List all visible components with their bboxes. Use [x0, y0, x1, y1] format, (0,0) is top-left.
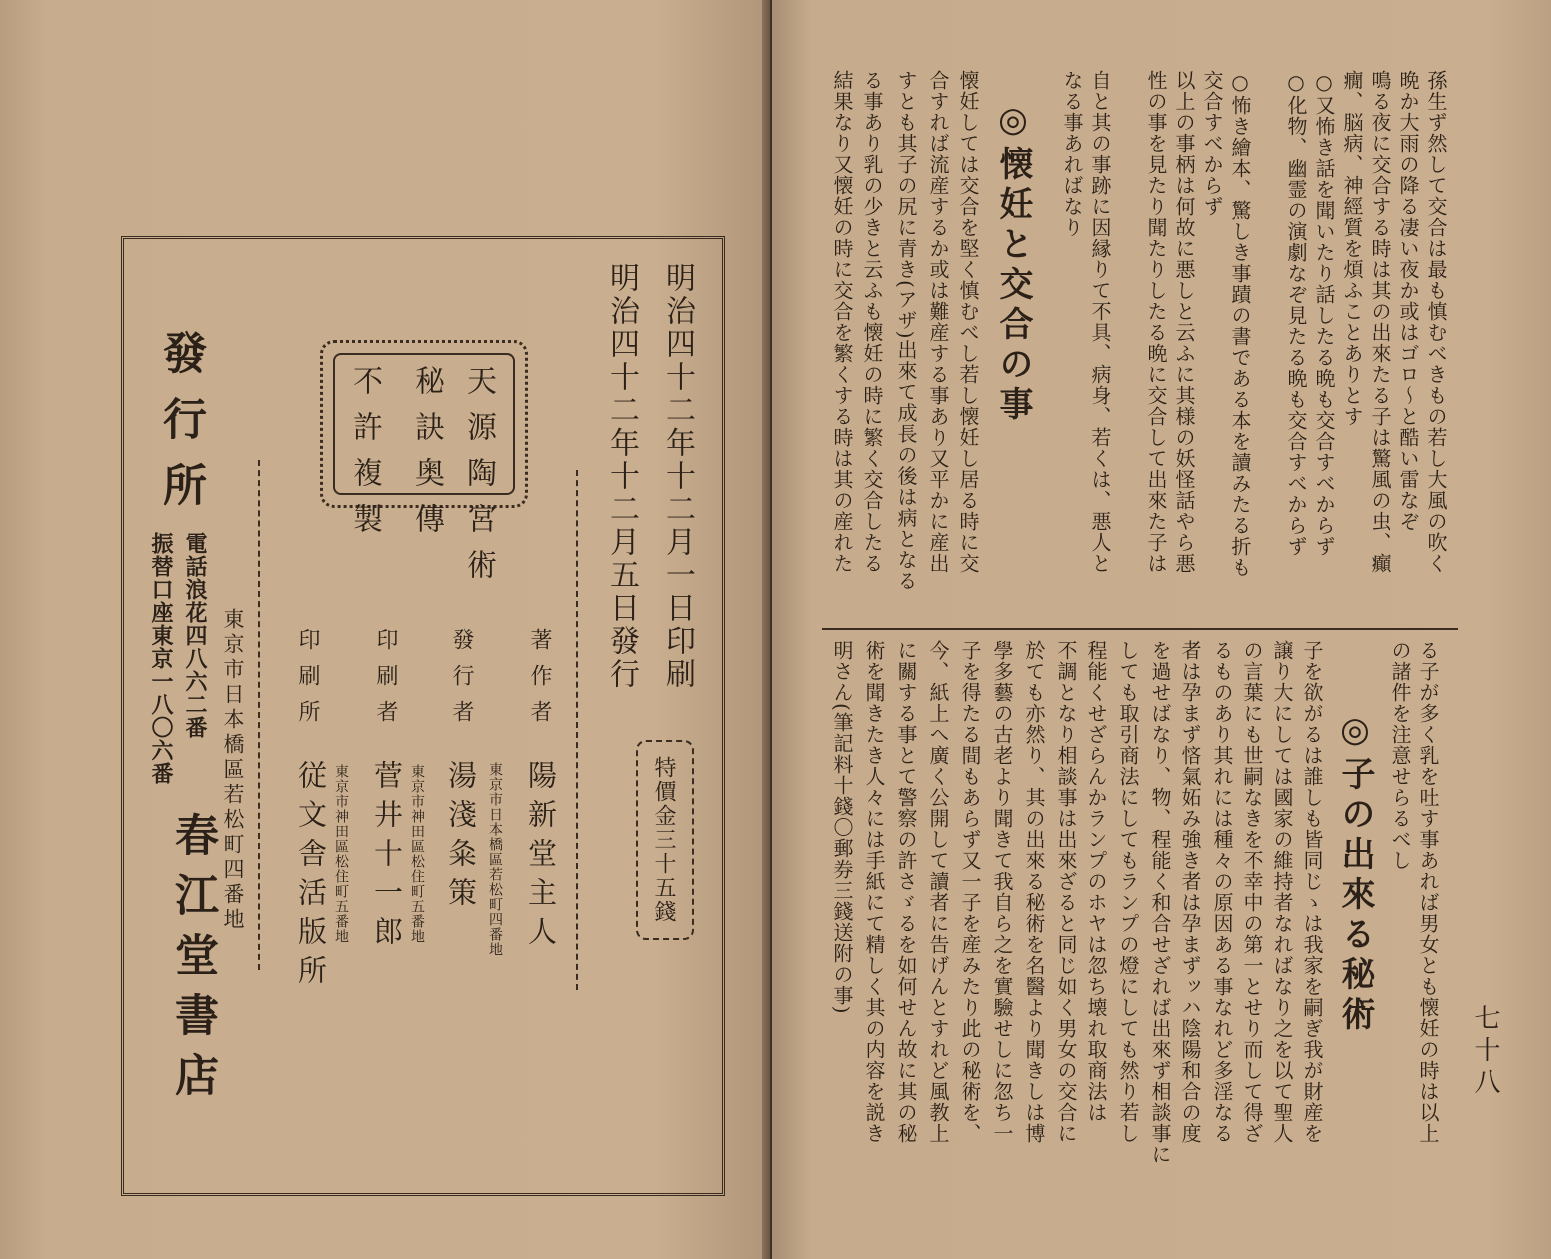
text-column: の言葉にも世嗣なきを不幸中の第一とせり而して得ざ [1240, 640, 1264, 1144]
text-column: 結果なり又懐妊の時に交合を繁くする時は其の産れた [830, 70, 854, 574]
price-box [636, 740, 694, 940]
text-column: る子が多く乳を吐す事あれば男女とも懐妊の時は以上 [1416, 640, 1440, 1144]
credit-addr-printer: 東京市神田區松住町五番地 [409, 764, 425, 944]
text-column: 者は孕まず悋氣妬み強き者は孕まずッハ陰陽和合の度 [1178, 640, 1202, 1144]
text-column: ○怖き繪本、驚しき事蹟の書である本を讀みたる折も [1228, 70, 1252, 578]
text-column: 子を欲がるは誰しも皆同じゝは我家を嗣ぎ我が財産を [1300, 640, 1324, 1144]
text-column: る事あり乳の少きと云ふも懐妊の時に繁く交合したる [860, 70, 884, 574]
text-column: 孫生ず然して交合は最も慎むべきもの若し大風の吹く [1424, 70, 1448, 574]
text-column: 譲り大にしては國家の維持者なればなり之を以て聖人 [1270, 640, 1294, 1144]
text-column: ○化物、幽霊の演劇なぞ見たる晩も交合すべからず [1284, 70, 1308, 557]
seal-line-3: 不許複製 [347, 365, 382, 549]
text-column: 交合すべからず [1200, 70, 1224, 217]
publisher-transfer: 振替口座東京一八〇六番 [148, 532, 174, 785]
divider-left [258, 460, 260, 970]
left-page [0, 0, 770, 1259]
text-column: 以上の事柄は何故に悪しと云ふに其様の妖怪話やら悪 [1172, 70, 1196, 574]
page-number: 七十八 [1470, 1004, 1500, 1100]
text-column: ○又怖き話を聞いたり話したる晩も交合すべからず [1312, 70, 1336, 557]
text-column: の諸件を注意せらるべし [1388, 640, 1412, 871]
text-column: に關する事とて警察の許さゞるを如何せん故に其の秘 [894, 640, 918, 1144]
text-column: すとも其子の尻に青き(アザ)出來て成長の後は病となる [894, 70, 918, 592]
credit-label-press: 印刷所 [295, 628, 320, 736]
section-heading: ◎懐妊と交合の事 [993, 100, 1033, 426]
text-column: 鳴る夜に交合する時は其の出來たる子は驚風の虫、癲 [1368, 70, 1392, 574]
credit-label-publisher: 發行者 [449, 628, 474, 736]
text-column: 合すれば流産するか或は難産する事あり又平かに産出 [926, 70, 950, 574]
text-column: 子を得たる間もあらず又一子を産みたり此の秘術を、 [958, 640, 982, 1144]
text-column: 於ても亦然り、其の出來る秘術を名醫より聞きしは博 [1022, 640, 1046, 1144]
credit-name-publisher: 湯淺粂策 [444, 760, 478, 916]
credit-addr-press: 東京市神田區松住町五番地 [333, 764, 349, 944]
credit-addr-author: 東京市日本橋區若松町四番地 [487, 762, 503, 957]
credit-label-author: 著作者 [527, 628, 552, 736]
text-column: 今、紙上へ廣く公開して讀者に告げんとすれど風教上 [926, 640, 950, 1144]
text-column: 性の事を見たり聞たりしたる晩に交合して出來た子は [1144, 70, 1168, 574]
print-date: 明治四十二年十二月一日印刷 [660, 262, 695, 691]
seal-line-2: 秘訣奥傳 [409, 365, 444, 549]
credit-name-press: 従文舎活版所 [294, 760, 328, 994]
text-column: 明さん(筆記料十錢〇郵券三錢送附の事) [830, 640, 854, 1015]
text-column: しても取引商法にしてもランプの燈にしても然り若し [1116, 640, 1140, 1144]
credit-name-printer: 菅井十一郎 [370, 760, 404, 955]
seal-line-1: 天源陶宮術 [461, 365, 496, 595]
publisher-address: 東京市日本橋區若松町四番地 [221, 608, 245, 933]
credit-name-author: 陽新堂主人 [524, 760, 558, 955]
text-column: 學多藝の古老より聞きて我自ら之を實驗せしに忽ち一 [990, 640, 1014, 1144]
publisher-phone: 電話浪花四八六二番 [182, 532, 208, 739]
text-column: 癇、脳病、神經質を煩ふことありとす [1340, 70, 1364, 427]
text-column: るものあり其れには種々の原因ある事なれど多淫なる [1210, 640, 1234, 1144]
section-divider [822, 628, 1458, 630]
publish-date: 明治四十二年十二月五日發行 [604, 262, 639, 691]
section-heading: ◎子の出來る秘術 [1335, 710, 1375, 1036]
text-column: なる事あればなり [1060, 70, 1084, 238]
text-column: 術を聞きたき人々には手紙にて精しく其の内容を説き [862, 640, 886, 1144]
text-column: 不調となり相談事は出來ざると同じ如く男女の交合に [1054, 640, 1078, 1144]
publisher-title: 發行所 [155, 330, 206, 528]
text-column: 懐妊しては交合を堅く慎むべし若し懐妊し居る時に交 [956, 70, 980, 574]
divider-right [576, 470, 578, 990]
copyright-seal [320, 340, 528, 595]
text-column: 晩か大雨の降る凄い夜か或はゴロ〜と酷い雷なぞ [1396, 70, 1420, 532]
publisher-name: 春江堂書店 [167, 812, 218, 1112]
text-column: を過せばなり、物、程能く和合せざれば出來ず相談事に [1148, 640, 1172, 1165]
price-label: 特價金三十五錢 [651, 756, 676, 924]
credit-label-printer: 印刷者 [373, 628, 398, 736]
text-column: 程能くせざらんかランプのホヤは忽ち壊れ取商法は [1084, 640, 1108, 1123]
text-column: 自と其の事跡に因縁りて不具、病身、若くは、悪人と [1088, 70, 1112, 574]
